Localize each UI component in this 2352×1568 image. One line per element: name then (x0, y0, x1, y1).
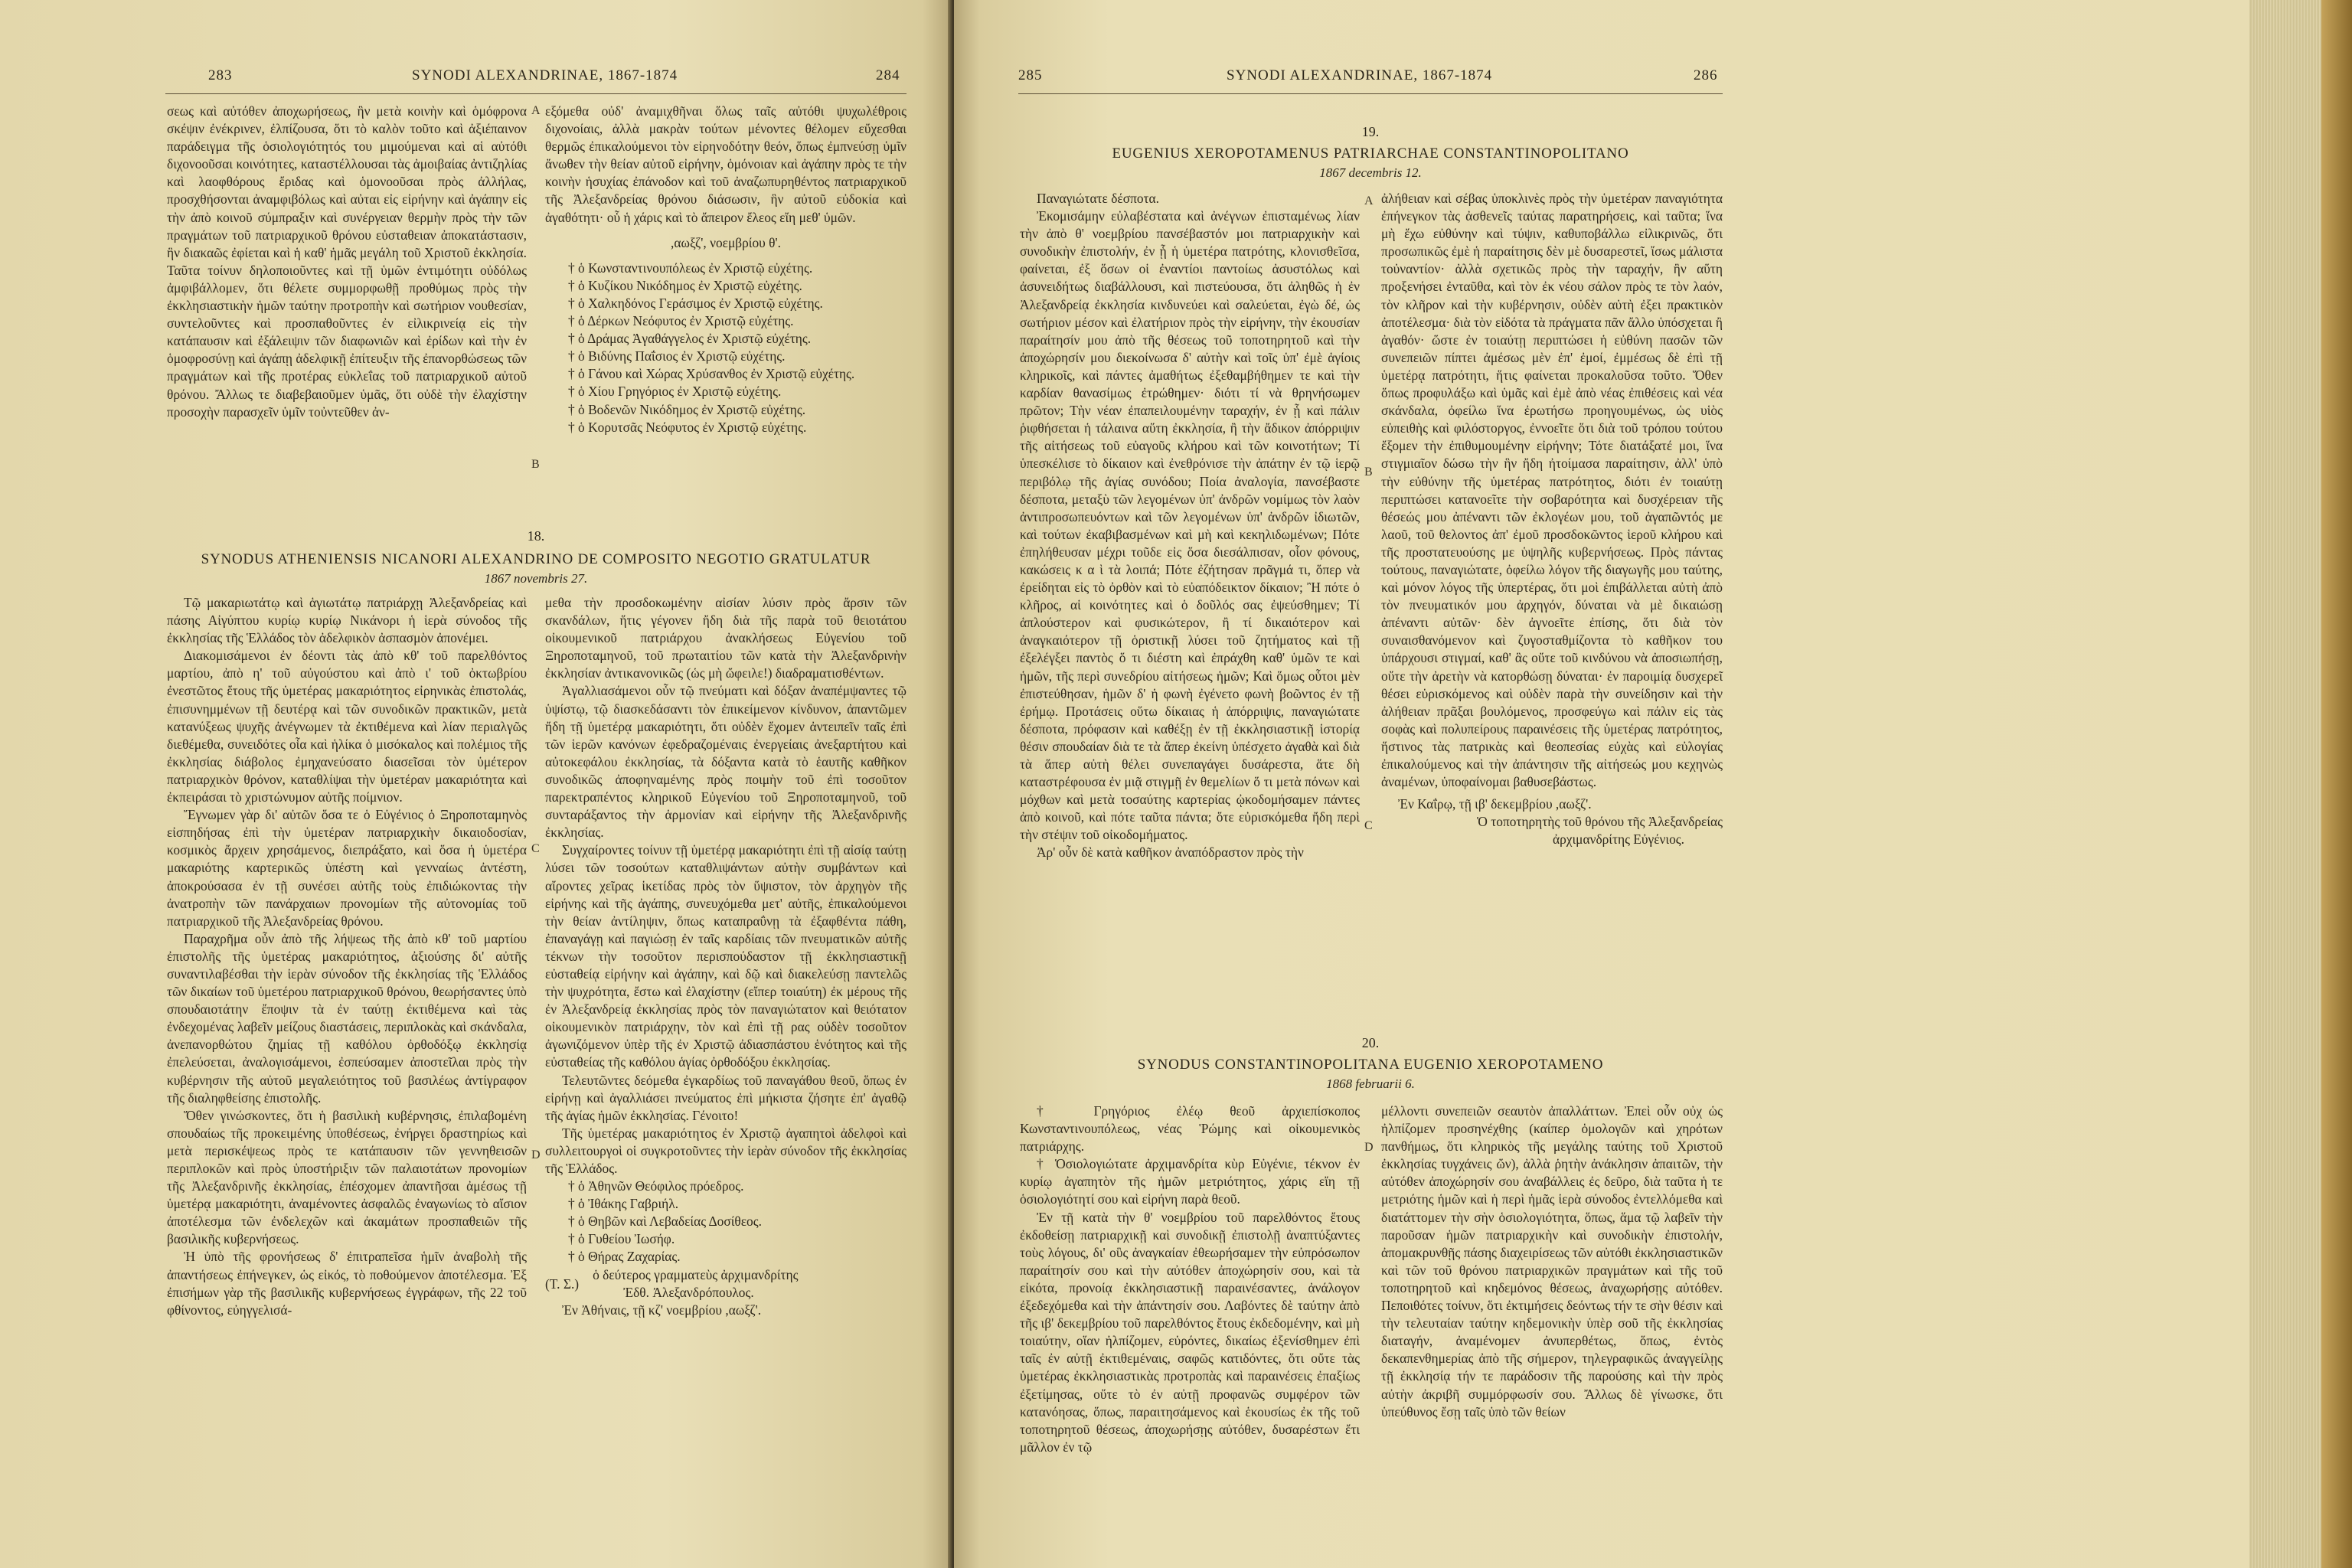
s19-column-1 (1020, 190, 1360, 862)
margin-letter-d: D (531, 1148, 541, 1161)
margin-letter-d: D (1364, 1141, 1374, 1154)
top-column-2 (545, 103, 906, 436)
athens-signatory-list (545, 1178, 906, 1266)
salutation: Παναγιώτατε δέσποτα. (1037, 191, 1159, 206)
paragraph: Τῷ μακαριωτάτῳ καὶ ἁγιωτάτῳ πατριάρχῃ Ἀλεξανδρείας καὶ πάσης Αἰγύπτου κυρίῳ κυρίῳ Νικάνορι ἡ ἱερὰ σύνοδος τῆς ἐκκλησίας τῆς Ἑλλάδος τὸν ἀδελφικὸν ἀσπασμὸν ἀπονέμει. (167, 595, 527, 646)
signatory: † ὁ Θηβῶν καὶ Λεβαδείας Δοσίθεος. (568, 1214, 762, 1230)
left-page (0, 0, 951, 1568)
margin-letter-a: A (1364, 194, 1374, 207)
margin-letter-b: B (531, 458, 540, 471)
paragraph: Παραχρῆμα οὖν ἀπὸ τῆς λήψεως τῆς ἀπὸ κθ' τοῦ μαρτίου ἐπιστολῆς τῆς ὑμετέρας μακαριότητος, ἀξιούσης δι' αὐτῆς συναντιλαβέσθαι τὴν ἱερὰν σύνοδον τῆς ἐκκλησίας τῆς Ἑλλάδος τῶν δικαίων τοῦ ὑμετέρου πατριαρχικοῦ θρόνου, θεωρήσαντες ὑπὸ σπουδαιοτάτην ἔποψιν τὰ ἐν ταύτῃ ἐκτιθέμενα καὶ τὰς ἐνδεχομένας λαβεῖν μείζους διαστάσεις, περιπλοκὰς καὶ σκάνδαλα, ἀνεπανορθώτου ζημίας τῇ καθόλου ὀρθοδόξῳ ἐκκλησίᾳ ἐπελεύσεται, ἀναλογισάμενοι, ἐσπεύσαμεν ἀποστεῖλαι πρὸς τὴν κυβέρνησιν τῆς αὐτοῦ μεγαλειότητος τοῦ βασιλέως ἀντίγραφον τῆς διαληφθείσης ἐπιστολῆς. (167, 930, 527, 1106)
header-rule-right (1018, 93, 1723, 94)
signatory: † ὁ Δράμας Ἀγαθάγγελος ἐν Χριστῷ εὐχέτης. (568, 331, 812, 347)
page-number-right-2: 286 (1694, 67, 1718, 83)
s19-signature-2: ἀρχιμανδρίτης Εὐγένιος. (1552, 831, 1684, 848)
margin-letter-c: C (1364, 819, 1373, 832)
running-head-right: SYNODI ALEXANDRINAE, 1867-1874 (1227, 67, 1493, 83)
secretary-signature (593, 1266, 798, 1302)
page-number-left-2: 284 (876, 67, 900, 83)
section-date-19: 1867 decembris 12. (1319, 165, 1422, 180)
section-date-18: 1867 novembris 27. (484, 571, 588, 586)
signatory: † ὁ Γάνου καὶ Χώρας Χρύσανθος ἐν Χριστῷ εὐχέτης. (568, 366, 855, 382)
page-number-left: 283 (208, 67, 233, 83)
signatory-list (545, 260, 906, 436)
paragraph: Τελευτῶντες δεόμεθα ἐγκαρδίως τοῦ παναγάθου θεοῦ, ὅπως ἐν εἰρήνῃ καὶ ἀγαλλιάσει πνεύματος ἐπὶ μήκιστα ζήσητε ἐπ' ἀγαθῷ τῆς ἁγίας ἡμῶν ἐκκλησίας. Γένοιτο! (545, 1072, 906, 1123)
secretary-line-2: Ἐδθ. Ἀλεξανδρόπουλος. (623, 1284, 754, 1300)
signatory: † ὁ Ἰθάκης Γαβριήλ. (568, 1196, 679, 1212)
section-number-19: 19. (1361, 124, 1380, 139)
s19-signature-1: Ὁ τοποτηρητὴς τοῦ θρόνου τῆς Ἀλεξανδρείας (1477, 814, 1723, 830)
paragraph: ἀλήθειαν καὶ σέβας ὑποκλινὲς πρὸς τὴν ὑμετέραν παναγιότητα ἐπήνεγκον τὰς ἀσθενεῖς ταύτας παρατηρήσεις, καὶ ταῦτα; ἵνα μὴ ἔχω εὐθύνην καὶ τύψιν, καθυποβάλλω εἰλικρινῶς, ὅτι προσωπικῶς ἐμὲ ἡ παραίτησις δὲν μὲ δυσαρεστεῖ, ἴσως μάλιστα τοὐναντίον· ἀλλὰ σχετικῶς πρὸς τὴν ταραχήν, ἣν αὕτη προξενήσει ἐνταῦθα, καὶ τὸν ἐκ νέου σάλον πρὸς τε τὸν λαόν, τὸν κλῆρον καὶ τὴν κυβέρνησιν, οὐδὲν αὐτὴ ἐξει πρακτικὸν ἀποτέλεσμα· διὰ τὸν εἰδότα τὰ πράγματα πᾶν ἄλλο ὑπόσχεται ἢ ἀγαθόν· ὥστε ἐν τοιαύτῃ περιπτώσει ἡ εὐθύνη πασῶν τῶν συνεπειῶν πίπτει ἀμέσως μὲν ἐπ' ἐμοί, ἐμμέσως δὲ ἐπὶ τῇ ὑμετέρᾳ πατρότητι, ἥτις φαίνεται προκαλοῦσα τοῦτο. Ὅθεν ὅπως προφυλάξω καὶ ὑμᾶς καὶ ἐμὲ ἀπὸ νέας ἐπιθέσεις καὶ νέα σκάνδαλα, ὀφείλω ἵνα ἐρωτήσω προηγουμένως, ὡς υἱὸς εὐπειθὴς καὶ φιλόστοργος, ἐννοεῖτε ὅτι διὰ τοῦ τρόπου τούτου ἔξομεν τὴν ἐπιθυμουμένην εἰρήνην; Τότε διατάξατέ μοι, ἵνα στιγμιαῖον δώσω τὴν ἣν ἤδη ἠτοίμασα παραίτησιν, ἀλλ' ὑπὸ τὴν εὐθύνην τῆς ὑμετέρας πατρότητος, διότι ἐν τοιαύτῃ περιπτώσει κατανοεῖτε τὴν σοβαρότητα καὶ δυσχέρειαν τῆς θέσεώς μου ἀπέναντι τῶν ἐκλογέων μου, τοῦ ἀγαπῶντός με λαοῦ, τοῦ θελοντος ἀπ' ἐμοῦ προσδοκῶντος ἱεροῦ κλήρου καὶ τῆς προστατευούσης με ὑψηλῆς κυβερνήσεως. Πρὸς πάντας τούτους, παναγιώτατε, ὀφείλω λόγον τῆς διαγωγῆς μου ταύτης, καὶ μόνον λόγος τῆς ὑπερτέρας, ὅτι μοὶ ἐπιβάλλεται αὐτὴ ἀπὸ τὸν πνευματικόν μου ἀρχηγόν, δύναται νὰ μὲ δικαιώσῃ ἀπέναντι αὐτῶν· δὲν ἀγνοεῖτε ἐπίσης, ὅτι διὰ τὸν συναισθανόμενον καὶ ζυγοσταθμίζοντα τὸ καθῆκον του ὑπάρχουσι στιγμαί, καθ' ἃς οὔτε τοῦ κινδύνου νὰ ἀποσιωπήσῃ, οὔτε τὴν ἀρετὴν νὰ κατορθώσῃ δύναται· ἐν παροιμίᾳ δυσχερεῖ θέσει εὑρισκόμενος καὶ οὐδὲν παρὰ τὴν συνείδησιν καὶ τὴν ἀλήθειαν πρᾶξαι βουλόμενος, προσφεύγω καὶ πάλιν εἰς τὰς σοφὰς καὶ πολυπείρους παραινέσεις τῆς ὑμετέρας πατρότητος, ἥστινος τὰς πατρικὰς καὶ θεοπεσίας εὐχὰς καὶ εὐλογίας ἐπικαλούμενος καὶ τὴν ἀπάντησιν τῆς αἰτήσεώς μου κεχηνὼς ἀναμένων, ὑποφαίνομαι βαθυσεβάστως. (1381, 191, 1723, 790)
paragraph: μεθα τὴν προσδοκωμένην αἰσίαν λύσιν πρὸς ἄρσιν τῶν σκανδάλων, ἥτις γέγονεν ἤδη διὰ τῆς παρὰ τοῦ θειοτάτου οἰκουμενικοῦ πατριάρχου ἀνακλήσεως Εὐγενίου τοῦ Ξηροποταμηνοῦ, τοῦ πρωταιτίου τῶν κατὰ τὴν Ἀλεξανδρινὴν ἐκκλησίαν ἀντικανονικῶς (ὡς μὴ ὤφειλε!) διαδραματισθέντων. (545, 595, 906, 681)
paragraph: Διακομισάμενοι ἐν δέοντι τὰς ἀπὸ κθ' τοῦ παρελθόντος μαρτίου, ἀπὸ η' τοῦ αὐγούστου καὶ ἀπὸ ι' τοῦ ὀκτωβρίου ἐνεστῶτος ἔτους τῆς ὑμετέρας μακαριότητος εἰρηνικὰς ἐπιστολάς, ἐπισυνημμένων τῇ δευτέρᾳ καὶ τῶν συνοδικῶν πρακτικῶν, μετὰ κατανύξεως ψυχῆς ἀνέγνωμεν τὰ ἐκτιθέμενα καὶ λίαν περιαλγῶς διεθέμεθα, συνειδότες οἷα καὶ ἡλίκα ὁ μισόκαλος καὶ πολέμιος τῆς ἐκκλησίας διάβολος ἐμηχανεύσατο διασεῖσαι τὸν ὑμέτερον πατριαρχικὸν θρόνον, καταθλίψαι τὴν ὑμετέραν μακαριότητα καὶ ἐκπειράσαι τὸ χριστώνυμον αὐτῆς ποίμνιον. (167, 648, 527, 805)
section-number-18: 18. (527, 528, 545, 544)
paragraph: Τῆς ὑμετέρας μακαριότητος ἐν Χριστῷ ἀγαπητοὶ ἀδελφοὶ καὶ συλλειτουργοὶ οἱ συγκροτοῦντες τὴν ἱερὰν σύνοδον τῆς ἐκκλησίας τῆς Ἑλλάδος. (545, 1125, 906, 1176)
signatory: † ὁ Κωνσταντινουπόλεως ἐν Χριστῷ εὐχέτης. (568, 260, 813, 276)
section-title-19: EUGENIUS XEROPOTAMENUS PATRIARCHAE CONSTANTINOPOLITANO (1112, 145, 1629, 162)
signatory: † ὁ Κυζίκου Νικόδημος ἐν Χριστῷ εὐχέτης. (568, 277, 802, 293)
s20-column-1 (1020, 1102, 1360, 1456)
paragraph: Ἀγαλλιασάμενοι οὖν τῷ πνεύματι καὶ δόξαν ἀναπέμψαντες τῷ ὑψίστῳ, τῷ διασκεδάσαντι τὸν ἐπικείμενον κίνδυνον, ἀπαντῶμεν ἤδη τῇ ὑμετέρᾳ μακαριότητι, ὅτι οὐδὲν ἔχομεν ἀντειπεῖν ταῖς ἐπὶ τῶν ἱερῶν κανόνων ἐφεδραζομέναις ἐνεργείαις ἀνεξαρτήτου καὶ αὐτοκεφάλου ἐκκλησίας, τὰ δόξαντα κατὰ τὸ ἑαυτῆς καθῆκον συνοδικῶς ἀποφηναμένης πρὸς ποιμὴν τοῦ ἐπὶ τοσοῦτον παρεκτραπέντος κληρικοῦ Εὐγενίου τοῦ Ξηροποταμηνοῦ, τοῦ συνταράξαντος τὴν ἁρμονίαν καὶ εἰρήνην τῆς Ἀλεξανδρινῆς ἐκκλησίας. (545, 683, 906, 841)
signatory: † ὁ Κορυτσᾶς Νεόφυτος ἐν Χριστῷ εὐχέτης. (568, 419, 807, 435)
right-page (954, 0, 2249, 1568)
seal-mark: (Τ. Σ.) (545, 1276, 580, 1292)
body-column-1 (167, 594, 527, 1319)
running-head-left: SYNODI ALEXANDRINAE, 1867-1874 (412, 67, 678, 83)
section-title-20: SYNODUS CONSTANTINOPOLITANA EUGENIO XEROPOTAMENO (1137, 1057, 1604, 1073)
paragraph: Ἀρ' οὖν δὲ κατὰ καθῆκον ἀναπόδραστον πρὸς τὴν (1037, 844, 1304, 861)
book-cover-edge (2321, 0, 2352, 1568)
paragraph: Συγχαίροντες τοίνυν τῇ ὑμετέρᾳ μακαριότητι ἐπὶ τῇ αἰσίᾳ ταύτῃ λύσει τῶν τοσούτων καταθλιψάντων αὐτὴν συμβάντων καὶ αἴροντες χεῖρας ἱκετίδας πρὸς τὸν ὕψιστον, τὸν ἀρχηγὸν τῆς εἰρήνης καὶ τῆς ἀγάπης, συνευχόμεθα μετ' αὐτῆς, ἐπικαλούμενοι τὴν θείαν ἀντίληψιν, ὅπως καταπραΰνῃ τὰ ἐξαφθέντα πάθη, ἐπαναγάγῃ καὶ παγιώσῃ ἐν ταῖς καρδίαις τῶν πνευματικῶν αὐτῆς τέκνων τὴν τοσοῦτον περισπούδαστον τῇ ἐκκλησιαστικῇ εὐσταθείᾳ εἰρήνην καὶ ἀγάπην, καὶ δῷ καὶ διακελεύσῃ παντελῶς τὴν ψυχρότητα, ἔστω καὶ ἐλαχίστην (εἴπερ τοιαύτη) ἐκ μέρους τῆς ἐν Ἀλεξανδρείᾳ ἐκκλησίας πρὸς τὸν παναγιώτατον καὶ θειότατον οἰκουμενικὸν πατριάρχην, τὸν καὶ ἐπὶ τῇ ρας οὐδὲν τοσοῦτον ἀγωνιζόμενον ὑπὲρ τῆς ἐν Χριστῷ ἀδιασπάστου ἑνότητος καὶ τῆς εὐσταθείας τῆς καθόλου ἁγίας ὀρθοδόξου ἐκκλησίας. (545, 842, 906, 1070)
signatory: † ὁ Γυθείου Ἰωσήφ. (568, 1231, 675, 1247)
paragraph: Ἡ ὑπὸ τῆς φρονήσεως δ' ἐπιτραπεῖσα ἡμῖν ἀναβολὴ τῆς ἀπαντήσεως ἐπήνεγκεν, ὡς εἰκός, τὸ ποθούμενον ἀποτέλεσμα. Ἐξ ἐπισήμων γὰρ τῆς βασιλικῆς κυβερνήσεως ἐγγράφων, τῆς 22 τοῦ φθίνοντος, εὐηγγελισά- (167, 1249, 527, 1318)
paragraph: † Γρηγόριος ἐλέῳ θεοῦ ἀρχιεπίσκοπος Κωνσταντινουπόλεως, νέας Ῥώμης καὶ οἰκουμενικὸς πατριάρχης. (1020, 1103, 1360, 1155)
body-column-2 (545, 594, 906, 1319)
margin-letter-b: B (1364, 466, 1373, 479)
s19-column-2 (1381, 190, 1723, 848)
paragraph: Ἔγνωμεν γὰρ δι' αὐτῶν ὅσα τε ὁ Εὐγένιος ὁ Ξηροποταμηνὸς εἰσπηδήσας ἐπὶ τὴν ὑμετέραν πατριαρχικὴν δικαιοδοσίαν, κοσμικὸς ἄρχειν χρησάμενος, διεπράξατο, καὶ ὅσα ἡ ὑμετέρα μακαριότης καρτερικῶς ὑπέστη καὶ γενναίως ἀντέστη, ἀποκρούσασα ἐν τῇ συνέσει αὐτῆς τοὺς ἐπιδιώκοντας τὴν ἀνατροπὴν τῶν πανάρχαιων προνομίων τῆς αὐτονομίας τοῦ πατριαρχικοῦ τῆς Ἀλεξανδρείας θρόνου. (167, 807, 527, 929)
paragraph: μέλλοντι συνεπειῶν σεαυτὸν ἀπαλλάττων. Ἐπεὶ οὖν οὐχ ὡς ἠλπίζομεν προσηνέχθης (καίπερ ὁμολογῶν καὶ χηρότων πανθήμως, ὅτι κληρικὸς τῆς μεγάλης ταύτης τοῦ Χριστοῦ ἐκκλησίας τυγχάνεις ὤν), ἀλλὰ ῥητὴν ἀνάκλησιν ἀπαιτῶν, τὴν αὐτόθεν ἀποχώρησίν σου ἀναβάλλεις ἐς δεῦρο, διὰ ταῦτα ἡ τε μετριότης ἡμῶν καὶ ἡ περὶ ἡμᾶς ἱερὰ σύνοδος ἐντελλόμεθα καὶ διατάττομεν τὴν σὴν ὁσιολογιότητα, ὅπως, ἅμα τῷ λαβεῖν τὴν παροῦσαν ἡμῶν πατριαρχικὴν καὶ συνοδικὴν ἐπιστολήν, ἀπομακρυνθῇς πάσης διαχειρίσεως τῶν αὐτόθι ἐκκλησιαστικῶν καὶ τῶν τοῦ θρόνου πατριαρχικῶν πραγμάτων καὶ τῆς τοῦ τοποτηρητοῦ καὶ κηδεμόνος θέσεως, ἀναχωρήσῃς αὐτόθεν. Πεποιθότες τοίνυν, ὅτι ἐκτιμήσεις δεόντως τήν τε σὴν θέσιν καὶ τὴν τελευταίαν ταύτην κηδεμονικὴν ὑπὲρ σοῦ τῆς ἐκκλησίας διαταγήν, ἀναμένομεν ἀνυπερθέτως, ὅπως, ἐντὸς δεκαπενθημερίας ἀπὸ τῆς σήμερον, τηλεγραφικῶς ἀναγγείλῃς τῇ ἐκκλησίᾳ τήν τε παράδοσιν τῆς παρούσης καὶ τὴν πρὸς αὐτὴν ἀκριβῆ συμμόρφωσίν σου. Ἄλλως δὲ γίνωσκε, ὅτι ὑπεύθυνος ἔσῃ ταῖς ὑπὸ τῶν θείων (1381, 1103, 1723, 1419)
secretary-line-1: ὁ δεύτερος γραμματεὺς ἀρχιμανδρίτης (593, 1266, 799, 1282)
secretary-block (545, 1266, 906, 1302)
section-number-20: 20. (1361, 1035, 1380, 1050)
signatory: † ὁ Θήρας Ζαχαρίας. (568, 1249, 681, 1265)
paragraph: † Ὁσιολογιώτατε ἀρχιμανδρίτα κὺρ Εὐγένιε, τέκνον ἐν κυρίῳ ἀγαπητὸν τῆς ἡμῶν μετριότητος, χάρις εἴη τῇ ὁσιολογιότητί σου καὶ εἰρήνη παρὰ θεοῦ. (1020, 1156, 1360, 1207)
s20-column-2 (1381, 1102, 1723, 1421)
signatory: † ὁ Χίου Γρηγόριος ἐν Χριστῷ εὐχέτης. (568, 384, 782, 400)
signatory: † ὁ Δέρκων Νεόφυτος ἐν Χριστῷ εὐχέτης. (568, 313, 794, 329)
page-number-right: 285 (1018, 67, 1043, 83)
margin-letter-c: C (531, 842, 540, 855)
s19-closing: Ἐν Καΐρῳ, τῇ ιβ' δεκεμβρίου ,αωξζ'. (1398, 796, 1592, 812)
paragraph: Ἐν τῇ κατὰ τὴν θ' νοεμβρίου τοῦ παρελθόντος ἔτους ἐκδοθείσῃ πατριαρχικῇ καὶ συνοδικῇ ἐπιστολῇ ἀναπτύξαντες τοὺς λόγους, δι' οὓς ἀναγκαίαν ἐθεωρήσαμεν τὴν εὐπρόσωπον παραίτησίν σου καὶ τὴν αὐτόθεν ἀποχώρησίν σου, καὶ τὰ εἰκότα, προνοίᾳ ἐκκλησιαστικῇ παραινέσαντες, ἀνάλογον ἐξεδεχόμεθα καὶ τὴν ἀπάντησίν σου. Λαβόντες δὲ ταύτην ἀπὸ τῆς ιβ' δεκεμβρίου τοῦ παρελθόντος ἔτους ἐκδεδομένην, καὶ μὴ τοιαύτην, οἵαν ἠλπίζομεν, εὑρόντες, δικαίως ἐξενίσθημεν ἐπὶ ταῖς ἐν αὐτῇ ἐκτιθεμέναις, σαφῶς κατιδόντες, ὅτι οὔτε τὰς ὑμετέρας ἐκκλησιαστικὰς προτροπὰς καὶ παραινέσεις ἐπαξίως ἐξετίμησας, οὔτε τὸ ἐν αὐτῇ προφανῶς συμφέρον τῶν κατανόησας, ὅπως, παραιτησάμενος καὶ ἑκουσίως ἐκ τῆς τοῦ τοποτηρητοῦ θέσεως, ἀποχωρήσῃς αὐτόθεν, δυσαρέστων ἔτι μᾶλλον ἐν τῷ (1020, 1209, 1360, 1455)
signatory: † ὁ Βιδύνης Παΐσιος ἐν Χριστῷ εὐχέτης. (568, 348, 786, 364)
top-text-col1: σεως καὶ αὐτόθεν ἀποχωρήσεως, ἣν μετὰ κοινὴν καὶ ὁμόφρονα σκέψιν ἐνέκρινεν, ἐλπίζουσα, ὅτι τὸ καλὸν τοῦτο καὶ ἀξιέπαινον παράδειγμα τῆς ὁσιολογιότητός του μιμούμεναι καὶ αἱ αὐτόθι διχονοοῦσαι κοινότητες, καταστέλλουσαι τὰς ἀμοιβαίας ἀντιζηλίας καὶ λαοφθόρους ἔριδας καὶ ὁμονοοῦσαι πρὸς ἀλλήλας, προσχθήσονται ἀναμφιβόλως καὶ αὐται εἰς εἰρήνην καὶ ἀγάπην εἰς τὴν ἀπὸ κοινοῦ σύμπραξιν καὶ συνέργειαν θερμὴν πρὸς τὴν τῶν πραγμάτων τοῦ πατριαρχικοῦ θρόνου εὐσταθειαν ἀποκατάστασιν, ἣν διακαῶς ἐφίεται καὶ ἡ καθ' ἡμᾶς μεγάλη τοῦ Χριστοῦ ἐκκλησία. Ταῦτα τοίνυν δηλοποιοῦντες καὶ τῇ ὑμῶν ἐντιμότητι οὐδόλως ἀμφιβάλλομεν, ὅτι θέλετε συμμορφωθῇ προθύμως πρὸς τὴν ἐκκλησιαστικὴν ἡμῶν ταύτην προτροπὴν καὶ σωτήριον νουθεσίαν, συντελοῦντες καὶ προσπαθοῦντες ἐν εἰλικρινείᾳ εἰς τὴν κατάπαυσιν καὶ ἐξάλειψιν τῶν διαφωνιῶν καὶ ἐρίδων καὶ τὴν ἐν ὁμοφροσύνῃ καὶ ἀγάπῃ ἀδελφικῇ ἐπίτευξιν τῆς ἐπανορθώσεως τῶν πραγμάτων καὶ τῆς προτέρας εὐκλεΐας τοῦ πατριαρχικοῦ αὐτοῦ θρόνου. Ἄλλως τε διαβεβαιοῦμεν ὑμᾶς, ὅτι οὐδὲ τὴν ἐλαχίστην προσοχὴν παρασχεῖν ὑμῖν τοὐντεῦθεν ἀν- (167, 103, 527, 420)
header-rule-left (165, 93, 906, 94)
closing-place-date: Ἐν Ἀθήναις, τῇ κζ' νοεμβρίου ,αωξζ'. (562, 1302, 762, 1318)
top-column-1 (167, 103, 527, 421)
top-date-line: ,αωξζ', νοεμβρίου θ'. (671, 234, 781, 250)
signatory: † ὁ Χαλκηδόνος Γεράσιμος ἐν Χριστῷ εὐχέτης. (568, 295, 823, 311)
section-title-18: SYNODUS ATHENIENSIS NICANORI ALEXANDRINO DE COMPOSITO NEGOTIO GRATULATUR (201, 551, 871, 567)
section-date-20: 1868 februarii 6. (1326, 1076, 1415, 1091)
margin-letter-a: A (531, 104, 541, 117)
signatory: † ὁ Βοδενῶν Νικόδημος ἐν Χριστῷ εὐχέτης. (568, 401, 806, 417)
signatory: † ὁ Ἀθηνῶν Θεόφιλος πρόεδρος. (568, 1178, 744, 1194)
top-text-col2: εξόμεθα οὐδ' ἀναμιχθῆναι ὅλως ταῖς αὐτόθι ψυχωλέθροις διχονοίαις, ἀλλὰ μακρὰν τούτων μένοντες θέλομεν εὔχεσθαι θερμῶς ἐπικαλούμενοι τὸν εἰρηνοδότην θεόν, ὅπως ἐμπνεύσῃ ὑμῖν ἄνωθεν τὴν θείαν αὐτοῦ εἰρήνην, ὁμόνοιαν καὶ ἀγάπην πρὸς τε τὴν κοινὴν ἡσυχίας ἐπάνοδον καὶ τοῦ ἀναζωπυρηθέντος πατριαρχικοῦ τῆς Ἀλεξανδρείας θρόνου διάσωσιν, ἣν αὐτοῦ εὐδοκία καὶ ἀγαθότητι· οὗ ἡ χάρις καὶ τὸ ἄπειρον ἔλεος εἴη μεθ' ὑμῶν. (545, 103, 906, 225)
paragraph: Ἐκομισάμην εὐλαβέστατα καὶ ἀνέγνων ἐπισταμένως λίαν τὴν ἀπὸ θ' νοεμβρίου πανσέβαστόν μοι πατριαρχικὴν καὶ συνοδικὴν ἐπιστολήν, ἐν ᾗ ἡ ὑμετέρα πατρότης, κλονισθεῖσα, φαίνεται, ἐξ ὅσων οἱ ἐναντίοι παντοίως ἀσυστόλως καὶ ἀσυνειδήτως διαβάλλουσι, καὶ πιστεύουσα, ὅτι ἀληθῶς ἡ ἐν Ἀλεξανδρείᾳ ἐκκλησία κινδυνεύει καὶ σαλεύεται, ἐγὼ δέ, ὡς σωτήριον μέσον καὶ ἐλατήριον πρὸς τὴν εἰρήνην, τὴν ἐκουσίαν παραίτησίν μου ἀπὸ τῆς θέσεως τοῦ τοποτηρητοῦ καὶ τὴν ἀποχώρησίν μου διεκοίνωσα δ' αὐτὴν καὶ τοῖς ὑπ' ἐμὲ ἁγίοις κληρικοῖς, καὶ πάντες ἀμαθήτως ἐξεθαμβήθημεν τε καὶ τὴν καρδίαν θανασίμως ἐτρώθημεν· διότι τί νὰ θρηνήσωμεν πρῶτον; Τὴν νέαν ἐπαπειλουμένην ταραχήν, ἐν ᾗ καὶ πάλιν ῥιφθήσεται ἡ τάλαινα αὕτη ἐκκλησία, ἢ τὴν ἄδικον ἀπόρριψιν τῆς αἰτήσεως τοῦ εὐαγοῦς κλήρου καὶ τῶν κοινοτήτων; Τί ὑπεσκέλισε τὸ δίκαιον καὶ ἐνεθρόνισε τὴν ἀπάτην ἐν τῷ ἱερῷ περιβόλῳ τῆς ἁγίας συνόδου; Ποία ἀναλογία, πανσέβαστε δέσποτα, μεταξὺ τῶν λεγομένων ὑπ' ἀνδρῶν νομίμως τὸν λαὸν ἀντιπροσωπευόντων καὶ τῶν λεγομένων ὑπ' ἀνδρῶν ἰδιωτῶν, καὶ τούτων ἐκαβιβασμένων καὶ μὴ καὶ κεκηλιδωμένων; Πότε ἐπηλήθευσαν μέχρι τοῦδε εἰς ὅσα διεσάλπισαν, οἷον φόνους, κακώσεις κ α ὶ τὰ λοιπά; Πότε ἐζήτησαν πρᾶγμά τι, ὅπερ νὰ ἐρείδηται εἰς τὸ ὀρθὸν καὶ τὸ εὐαπόδεικτον δίκαιον; Ἢ πότε ὁ κλῆρος, αἱ κοινότητες καὶ ὁ δοῦλός σας ἐψεύσθημεν; Τί ἁπλούστερον καὶ φυσικώτερον, ἢ τί δικαιότερον καὶ ἀναγκαιότερον τῇ ὁριστικῇ λύσει τοῦ ζητήματος καὶ τῇ ἐξελέγξει παντὸς ὅ τι διέστη καὶ ἐπράχθη καθ' ὑμῶν τε καὶ ἡμῶν, τῆς περὶ συνεδρίου αἰτήσεως ἡμῶν; Καὶ ὅμως οὗτοι μὲν ἐπιστεύθησαν, ἡμῶν δ' ἡ φωνὴ ἐγένετο φωνὴ βοῶντος ἐν τῇ ἐρήμῳ. Προτάσεις οὕτω δίκαιας ἡ ἀπόρριψις, παναγιώτατε δέσποτα, πρόφασιν καὶ καθέξῃ ἐν τῇ ἐκκλησιαστικῇ ἱστορίᾳ θέσιν σπουδαίαν διὰ τε τὰ ἅπερ ἐκείνη ὑπέσχετο ἀγαθὰ καὶ διὰ τὰ ἅπερ αὐτὴ θέλει συνεπαγάγει δυσάρεστα, ἅτε δὴ καταστρέφουσα ἐν μιᾷ στιγμῇ ἐν θεμελίων ὅ τι μετὰ πόνων καὶ μόχθων καὶ μετὰ τοσαύτης καρτερίας ᾠκοδομήσαμεν πάντες ἀπὸ κοινοῦ, καὶ πότε ταῦτα πάντα; ὅτε εὐρισκόμεθα ἤδη περὶ τὴν στέψιν τοῦ οἰκοδομήματος. (1020, 208, 1360, 843)
paragraph: Ὅθεν γινώσκοντες, ὅτι ἡ βασιλικὴ κυβέρνησις, ἐπιλαβομένη σπουδαίως τῆς προκειμένης ὑποθέσεως, ἐνήργει δραστηρίως καὶ μετὰ περισκέψεως πρὸς τε κατάπαυσιν τῶν γεννηθεισῶν περιπλοκῶν καὶ πρὸς ὑποστήριξιν τῶν παλαιοτάτων προνομίων τῆς Ἀλεξανδρινῆς ἐκκλησίας, ἐπέσχομεν ἀπαντῆσαι ἀμέσως τῇ ὑμετέρᾳ μακαριότητι, ἀναμένοντες ἀσφαλῶς ἐναγωνίως τὸ αἴσιον ἀποτέλεσμα τῶν ἐνδελεχῶν καὶ ἀκαμάτων προσπαθειῶν τῆς βασιλικῆς κυβερνήσεως. (167, 1107, 527, 1247)
